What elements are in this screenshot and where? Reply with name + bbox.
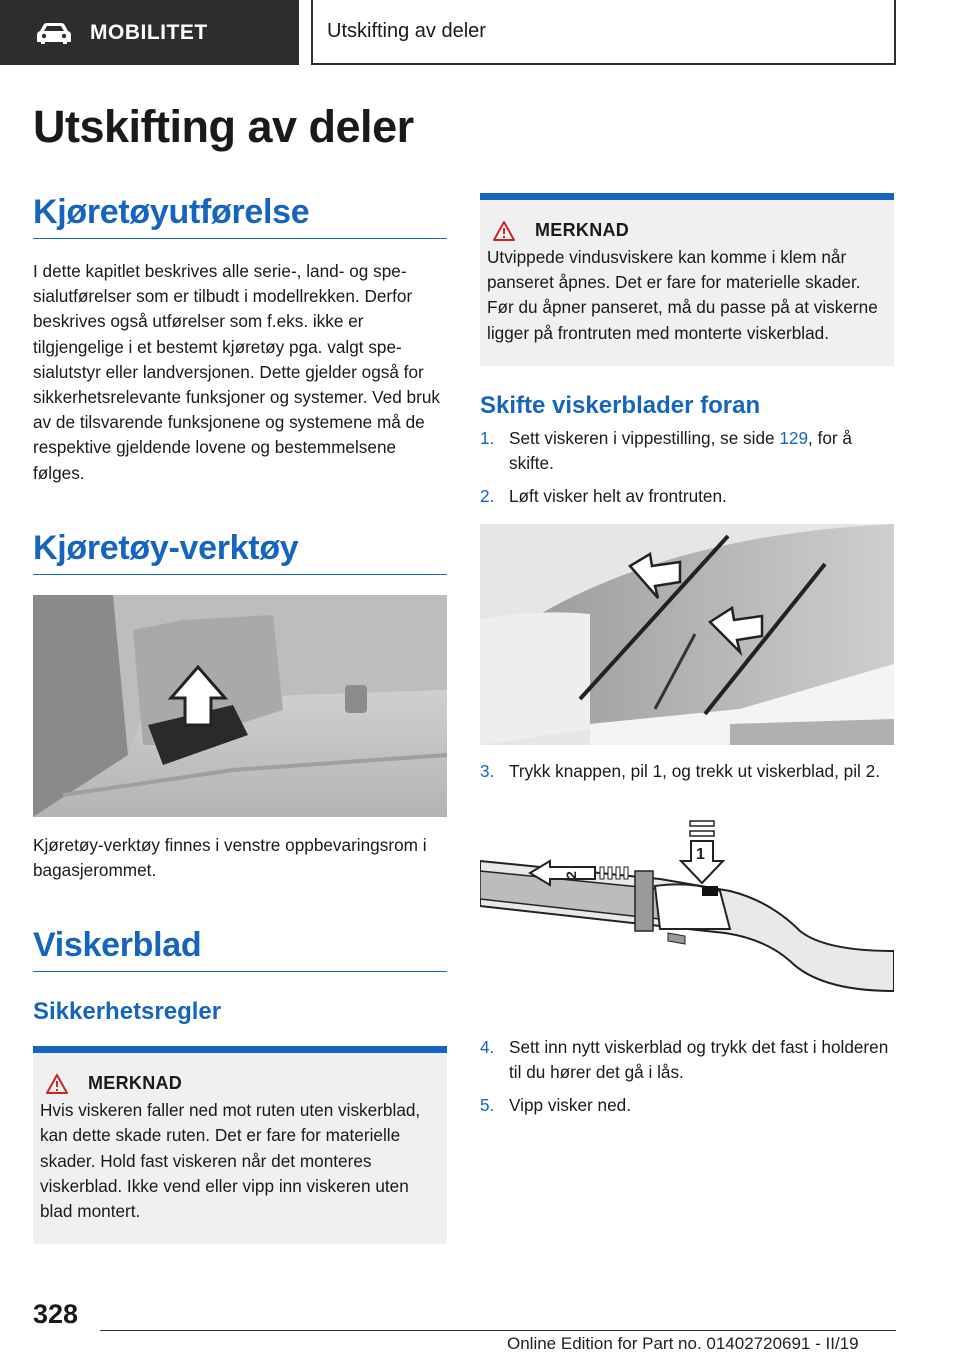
heading-wiper-blade: Viskerblad (33, 926, 447, 972)
list-item (480, 1035, 894, 1085)
figure-wiper-release (480, 811, 894, 1021)
page-link[interactable]: 129 (779, 427, 809, 448)
page-number: 328 (33, 1299, 79, 1329)
arrow-label-2: 2 (563, 870, 579, 879)
chapter-label: Utskifting av deler (327, 20, 486, 42)
windshield-wipers-illustration (480, 524, 894, 745)
list-item (480, 1093, 894, 1118)
heading-replace-wiper-blades: Skifte viskerblader foran (480, 391, 761, 419)
heading-vehicle-version: Kjøretøyutførelse (33, 193, 447, 239)
page-title: Utskifting av deler (33, 101, 414, 152)
step-text: Løft visker helt av frontruten. (509, 486, 727, 507)
step-text: Vipp visker ned. (509, 1095, 631, 1116)
notice-label: MERKNAD (88, 1073, 183, 1094)
step-text: Sett viskeren i vippestilling, se side 129, for å skifte. (509, 427, 852, 474)
step-number: 1. (480, 427, 495, 448)
vehicle-tools-text: Kjøretøy-verktøy finnes i venstre oppbevaringsrom i bagasjerommet. (33, 834, 427, 881)
footer-divider (100, 1330, 896, 1331)
figure-windshield-wipers (480, 524, 894, 745)
heading-safety-rules: Sikkerhetsregler (33, 998, 222, 1026)
list-item (480, 484, 894, 509)
section-tab[interactable] (0, 0, 299, 65)
figure-trunk-storage (33, 595, 447, 817)
steps-list-a (480, 426, 894, 510)
warning-icon (493, 221, 515, 241)
car-icon (36, 22, 72, 44)
step-number: 4. (480, 1036, 495, 1057)
list-item (480, 426, 894, 476)
notice-text: Utvippede vindusviskere kan komme i klem når panseret åpnes. Det er fare for materielle skader. Før du åpner panseret, må du passe på at viskerne ligger på frontruten med monterte viskerblad. (487, 247, 878, 343)
notice-box-left (33, 1046, 447, 1244)
step-number: 5. (480, 1095, 495, 1116)
wiper-release-illustration (480, 811, 894, 1021)
step-number: 2. (480, 486, 495, 507)
right-column (480, 193, 894, 1118)
notice-box-right (480, 193, 894, 366)
arrow-label-1: 1 (696, 845, 705, 863)
left-column (33, 193, 447, 1244)
list-item (480, 759, 894, 784)
chapter-tab[interactable] (311, 0, 896, 65)
vehicle-version-text: I dette kapitlet beskrives alle serie-, land- og spesialutførelser som er tilbudt i modellrekken. Derfor beskrives også utførelser som f.eks. ikke er tilgjengelige i et bestemt kjøretøy pga. valgt spesialutstyr eller landversjonen. Dette gjelder også for sikkerhetsrelevante funksjoner og systemer. Ved bruk av de tilsvarende funksjonene og systemene må de respektive gjeldende lovene og bestemmelsene følges. (33, 261, 440, 483)
step-text: Trykk knappen, pil 1, og trekk ut viskerblad, pil 2. (509, 761, 880, 782)
steps-list-b (480, 759, 894, 784)
step-number: 3. (480, 761, 495, 782)
edition-text: Online Edition for Part no. 01402720691 - II/19 (507, 1334, 859, 1353)
notice-label: MERKNAD (535, 220, 630, 240)
steps-list-c (480, 1035, 894, 1119)
section-label: MOBILITET (90, 20, 208, 44)
trunk-storage-illustration (33, 595, 447, 817)
step-text: Sett inn nytt viskerblad og trykk det fast i holderen til du hører det gå i lås. (509, 1036, 889, 1082)
notice-text: Hvis viskeren faller ned mot ruten uten viskerblad, kan dette skade ruten. Det er fare for materielle skader. Hold fast viskeren når det monteres viskerblad. Ikke vend eller vipp inn viskeren uten blad montert. (40, 1100, 421, 1222)
heading-vehicle-tools: Kjøretøy-verktøy (33, 529, 447, 575)
warning-icon (46, 1074, 68, 1094)
